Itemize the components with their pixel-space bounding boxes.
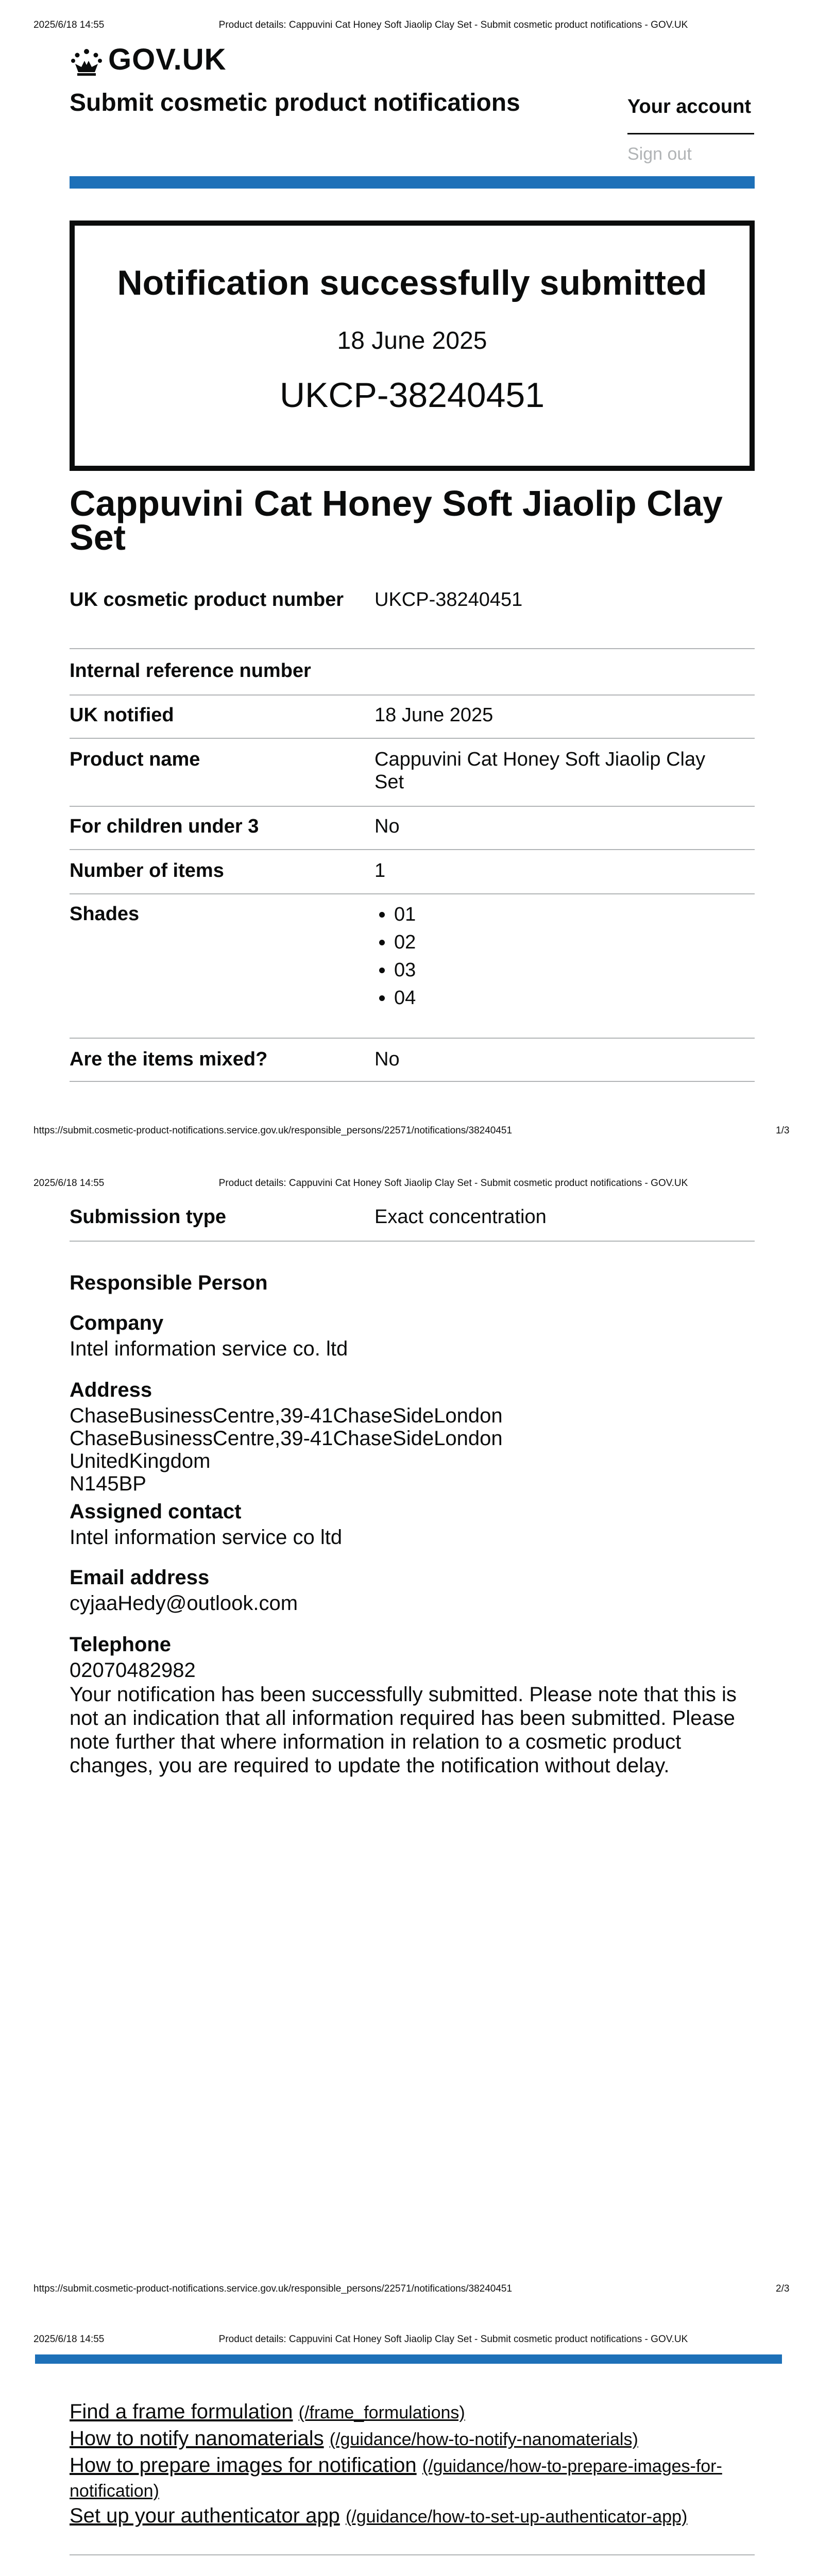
assigned-contact-label: Assigned contact	[70, 1500, 242, 1523]
print-page-number: 2/3	[776, 2283, 790, 2294]
key-submission-type: Submission type	[70, 1206, 227, 1228]
submission-notice: Your notification has been successfully submitted. Please note that this is not an indication that all information required has been submitted. Please note further that where information in relation to a cosmetic product changes, you are required to update the notification without delay.	[70, 1683, 737, 1777]
link-url: (/frame_formulations)	[298, 2403, 465, 2422]
value-submission-type: Exact concentration	[375, 1206, 547, 1228]
confirmation-heading: Notification successfully submitted	[117, 263, 707, 302]
crown-icon	[71, 48, 102, 76]
row-divider	[70, 806, 755, 807]
row-divider	[70, 1038, 755, 1039]
value-shades	[375, 901, 735, 1012]
sign-out-link[interactable]: Sign out	[627, 144, 692, 164]
address-label: Address	[70, 1379, 152, 1401]
print-doc-title: Product details: Cappuvini Cat Honey Soft Jiaolip Clay Set - Submit cosmetic product notifications - GOV.UK	[218, 2334, 688, 2345]
row-divider	[70, 648, 755, 649]
footer-link-nanomaterials[interactable]	[70, 2427, 724, 2451]
shade-item: • 04	[394, 984, 735, 1012]
row-divider	[70, 893, 755, 894]
row-divider	[70, 1241, 755, 1242]
footer-link-prepare-images[interactable]	[70, 2453, 724, 2503]
confirmation-panel	[70, 221, 755, 471]
address-line: ChaseBusinessCentre,39-41ChaseSideLondon	[70, 1427, 503, 1450]
print-url: https://submit.cosmetic-product-notifications.service.gov.uk/responsible_persons/22571/notifications/38240451	[33, 1125, 513, 1136]
product-title: Cappuvini Cat Honey Soft Jiaolip Clay Set	[70, 483, 723, 557]
account-underline	[627, 133, 754, 134]
key-shades: Shades	[70, 903, 140, 925]
company-value: Intel information service co. ltd	[70, 1337, 348, 1360]
address-line: N145BP	[70, 1472, 146, 1495]
print-doc-title: Product details: Cappuvini Cat Honey Soft Jiaolip Clay Set - Submit cosmetic product notifications - GOV.UK	[218, 20, 688, 30]
footer-divider	[70, 2554, 755, 2555]
footer-link-frame-formulation[interactable]	[70, 2400, 724, 2425]
shades-list	[375, 901, 735, 1012]
header-blue-bar	[70, 176, 755, 189]
address-line: UnitedKingdom	[70, 1450, 211, 1472]
row-divider	[70, 1081, 755, 1082]
key-number-of-items: Number of items	[70, 860, 224, 882]
print-datetime: 2025/6/18 14:55	[33, 1178, 105, 1189]
key-children-under-3: For children under 3	[70, 816, 259, 837]
value-children-under-3: No	[375, 816, 400, 837]
link-text[interactable]: Find a frame formulation	[70, 2400, 293, 2423]
footer-blue-bar	[35, 2354, 782, 2364]
shade-item: • 02	[394, 928, 735, 956]
address-line: ChaseBusinessCentre,39-41ChaseSideLondon	[70, 1404, 503, 1427]
telephone-label: Telephone	[70, 1633, 172, 1656]
assigned-contact-value: Intel information service co ltd	[70, 1526, 343, 1549]
key-items-mixed: Are the items mixed?	[70, 1048, 268, 1070]
link-text[interactable]: Set up your authenticator app	[70, 2504, 340, 2527]
row-divider	[70, 694, 755, 696]
print-datetime: 2025/6/18 14:55	[33, 20, 105, 30]
link-text[interactable]: How to notify nanomaterials	[70, 2427, 324, 2450]
link-url: (/guidance/how-to-prepare-images-for-notification)	[70, 2456, 722, 2501]
email-value: cyjaaHedy@outlook.com	[70, 1592, 298, 1615]
print-datetime: 2025/6/18 14:55	[33, 2334, 105, 2345]
value-items-mixed: No	[375, 1048, 400, 1070]
print-page-1	[0, 0, 817, 1156]
key-product-name: Product name	[70, 749, 200, 770]
confirmation-reference: UKCP-38240451	[279, 376, 545, 415]
value-number-of-items: 1	[375, 860, 386, 882]
footer-link-authenticator[interactable]	[70, 2504, 724, 2529]
key-ukcp-number: UK cosmetic product number	[70, 589, 344, 611]
telephone-value: 02070482982	[70, 1659, 196, 1682]
company-label: Company	[70, 1312, 164, 1334]
service-name[interactable]: Submit cosmetic product notifications	[70, 89, 520, 116]
row-divider	[70, 849, 755, 850]
value-uk-notified: 18 June 2025	[375, 704, 493, 726]
link-url: (/guidance/how-to-set-up-authenticator-app)	[345, 2507, 688, 2527]
address-value	[70, 1404, 503, 1495]
confirmation-date: 18 June 2025	[337, 327, 487, 354]
govuk-logo[interactable]: GOV.UK	[108, 43, 227, 76]
value-ukcp-number: UKCP-38240451	[375, 589, 523, 611]
print-page-2	[0, 1156, 817, 2312]
shade-item: • 03	[394, 956, 735, 984]
key-uk-notified: UK notified	[70, 704, 174, 726]
key-internal-reference: Internal reference number	[70, 660, 311, 682]
responsible-person-heading: Responsible Person	[70, 1272, 268, 1294]
link-text[interactable]: How to prepare images for notification	[70, 2454, 417, 2477]
email-label: Email address	[70, 1566, 210, 1589]
link-url: (/guidance/how-to-notify-nanomaterials)	[329, 2430, 638, 2449]
row-divider	[70, 738, 755, 739]
print-page-3	[0, 2312, 817, 2576]
print-url: https://submit.cosmetic-product-notifications.service.gov.uk/responsible_persons/22571/notifications/38240451	[33, 2283, 513, 2294]
your-account-link[interactable]: Your account	[627, 96, 751, 117]
print-doc-title: Product details: Cappuvini Cat Honey Soft Jiaolip Clay Set - Submit cosmetic product notifications - GOV.UK	[218, 1178, 688, 1189]
value-product-name: Cappuvini Cat Honey Soft Jiaolip Clay Set	[375, 749, 706, 793]
print-page-number: 1/3	[776, 1125, 790, 1136]
shade-item: • 01	[394, 901, 735, 928]
